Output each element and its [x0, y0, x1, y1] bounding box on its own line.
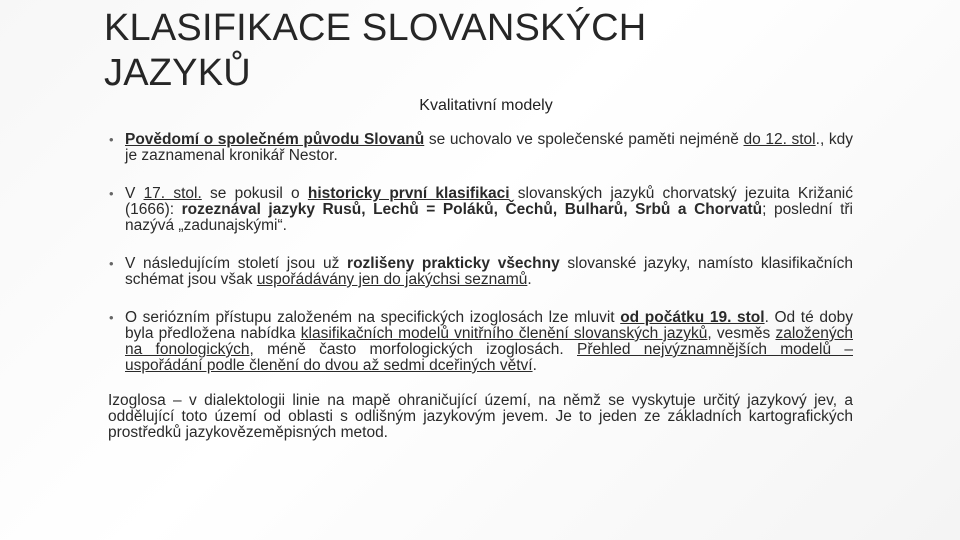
body-text: . Od té doby byla předložena nabídka	[125, 309, 853, 342]
body-text: V následujícím století jsou už	[125, 255, 348, 272]
body-text: slovanských jazyků chorvatský jezuita Križanić (1666):	[125, 185, 854, 218]
underlined-text: 17. stol.	[143, 185, 202, 202]
bullet-item	[108, 256, 853, 288]
emphasis-text: rozeznával jazyky Rusů, Lechů = Poláků, Čechů, Bulharů, Srbů a Chorvatů	[181, 201, 763, 218]
body-text: , vesměs	[707, 325, 776, 342]
emphasis-text: od počátku 19. stol	[620, 309, 765, 326]
slide-title: KLASIFIKACE SLOVANSKÝCH JAZYKŮ	[104, 7, 647, 94]
body-text: ., kdy je zaznamenal kronikář Nestor.	[125, 131, 853, 164]
bullet-item	[108, 310, 853, 374]
slide-subtitle: Kvalitativní modely	[419, 97, 553, 114]
emphasis-text: rozlišeny prakticky všechny	[347, 255, 560, 272]
body-text: ; poslední tři nazývá „zadunajskými“.	[125, 201, 853, 234]
emphasis-text: historicky první klasifikaci	[307, 185, 510, 202]
bullet-item	[108, 186, 853, 234]
emphasis-text: Povědomí o společném původu Slovanů	[125, 131, 425, 148]
underlined-text: do 12. stol	[743, 131, 816, 148]
body-text: V	[125, 185, 144, 202]
body-text: .	[527, 271, 532, 288]
bullet-item	[108, 132, 853, 164]
body-text: , méně často morfologických izoglosách.	[249, 341, 578, 358]
underlined-text: Přehled nejvýznamnějších modelů – uspořádání podle členění do dvou až sedmi dceřiných větví	[125, 341, 853, 374]
body-text: slovanské jazyky, namísto klasifikačních schémat jsou však	[125, 255, 853, 288]
underlined-text: založených na fonologických	[125, 325, 853, 358]
definition-paragraph: Izoglosa – v dialektologii linie na mapě ohraničující území, na němž se vyskytuje určitý jazykový jev, a oddělující toto území od oblasti s odlišným jazykovým jevem. Je to jeden ze základních kartografických prostředků jazykovězeměpisných metod.	[108, 392, 853, 441]
underlined-text: klasifikačních modelů vnitřního členění slovanských jazyků	[300, 325, 708, 342]
slide-content	[108, 132, 853, 441]
underlined-text: uspořádávány jen do jakýchsi seznamů	[256, 271, 528, 288]
body-text: O seriózním přístupu založeném na specifických izoglosách lze mluvit	[125, 309, 621, 326]
body-text: .	[532, 357, 537, 374]
body-text: se pokusil o	[201, 185, 308, 202]
body-text: se uchovalo ve společenské paměti nejméně	[424, 131, 744, 148]
